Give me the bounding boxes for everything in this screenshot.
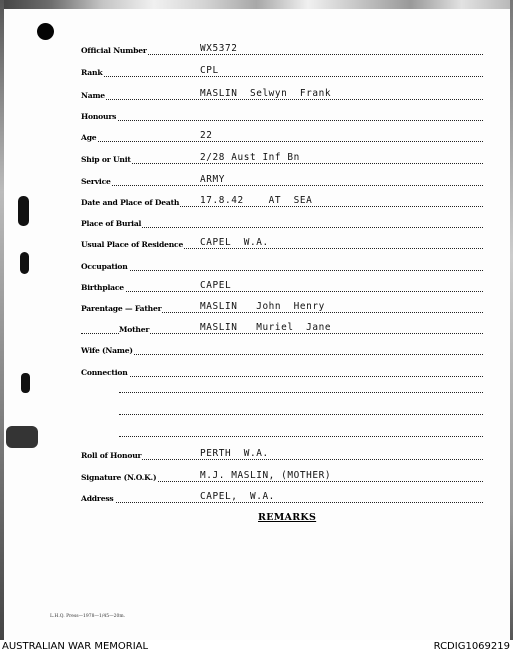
field-age: Age 22: [81, 128, 483, 144]
remarks-heading: REMARKS: [258, 512, 317, 523]
father-value: MASLIN John Henry: [200, 301, 325, 312]
date-place-death-value: 17.8.42 AT SEA: [200, 195, 313, 206]
field-date-place-death: Date and Place of Death 17.8.42 AT SEA: [81, 193, 483, 209]
archive-footer: [0, 640, 513, 654]
field-roll-of-honour: Roll of Honour PERTH W.A.: [81, 446, 483, 462]
field-honours: Honours: [81, 107, 483, 123]
field-wife: Wife (Name): [81, 341, 483, 357]
address-value: CAPEL, W.A.: [200, 491, 275, 502]
field-service: Service ARMY: [81, 172, 483, 188]
printer-imprint: L.H.Q. Press—1978—1/45—20m.: [50, 614, 126, 619]
roll-of-honour-value: PERTH W.A.: [200, 448, 269, 459]
field-address: Address CAPEL, W.A.: [81, 489, 483, 505]
field-parentage-mother: Mother MASLIN Muriel Jane: [81, 320, 483, 336]
field-usual-residence: Usual Place of Residence CAPEL W.A.: [81, 235, 483, 251]
binding-mark-2: [20, 252, 29, 274]
name-value: MASLIN Selwyn Frank: [200, 88, 332, 99]
usual-residence-value: CAPEL W.A.: [200, 237, 269, 248]
birthplace-value: CAPEL: [200, 280, 232, 291]
connection-line-2: [119, 392, 483, 393]
rank-value: CPL: [200, 65, 219, 76]
official-number-value: WX5372: [200, 43, 238, 54]
field-signature-nok: Signature (N.O.K.) M.J. MASLIN, (MOTHER): [81, 468, 483, 484]
service-value: ARMY: [200, 174, 225, 185]
scan-edge-top: [0, 0, 513, 9]
connection-line-4: [119, 436, 483, 437]
field-connection: Connection: [81, 363, 483, 379]
field-parentage-father: Parentage — Father MASLIN John Henry: [81, 299, 483, 315]
archive-name: AUSTRALIAN WAR MEMORIAL: [2, 641, 149, 652]
field-occupation: Occupation: [81, 257, 483, 273]
field-official-number: Official Number WX5372: [81, 41, 483, 57]
signature-nok-value: M.J. MASLIN, (MOTHER): [200, 470, 332, 481]
field-name: Name MASLIN Selwyn Frank: [81, 86, 483, 102]
mother-value: MASLIN Muriel Jane: [200, 322, 332, 333]
field-rank: Rank CPL: [81, 63, 483, 79]
connection-line-3: [119, 414, 483, 415]
field-birthplace: Birthplace CAPEL: [81, 278, 483, 294]
field-place-of-burial: Place of Burial: [81, 214, 483, 230]
binding-mark-4: [6, 426, 38, 448]
record-id: RCDIG1069219: [433, 641, 510, 652]
ship-or-unit-value: 2/28 Aust Inf Bn: [200, 152, 300, 163]
age-value: 22: [200, 130, 213, 141]
binding-mark-1: [18, 196, 29, 226]
scan-edge-left: [0, 0, 4, 640]
punch-hole: [37, 23, 54, 40]
binding-mark-3: [21, 373, 30, 393]
field-ship-or-unit: Ship or Unit 2/28 Aust Inf Bn: [81, 150, 483, 166]
